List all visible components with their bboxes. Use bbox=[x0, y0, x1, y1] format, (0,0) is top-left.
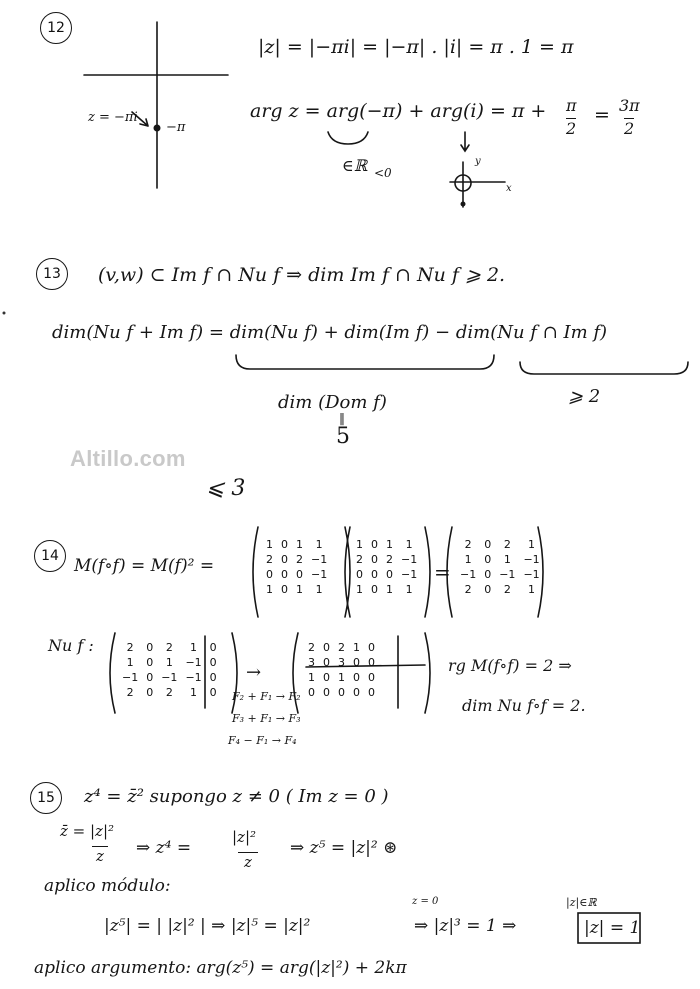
dim-domain: dim (Dom f) bbox=[278, 392, 387, 413]
row-reduce-arrow: → bbox=[246, 662, 262, 683]
matrix-square-label: M(f∘f) = M(f)² = bbox=[74, 556, 215, 576]
conjugate-num: z̄ = |z|² bbox=[60, 822, 115, 840]
matrix-1: 1 0 1 1 2 0 2 −1 0 0 0 −1 1 0 1 1 bbox=[266, 538, 328, 596]
z-nonzero-note: z = 0 bbox=[412, 896, 439, 907]
dimension-formula: dim(Nu f + Im f) = dim(Nu f) + dim(Im f) − dim(Nu f ∩ Im f) bbox=[52, 322, 608, 343]
brace-dim-dom bbox=[236, 355, 494, 369]
fraction-1-den: 2 bbox=[566, 119, 577, 138]
step2-left: ⇒ z⁴ = bbox=[136, 838, 192, 858]
negative-subscript: <0 bbox=[374, 166, 392, 180]
watermark: Altillo.com bbox=[70, 446, 186, 471]
row-op-1: F₂ + F₁ → F₂ bbox=[232, 690, 301, 703]
small-axis-x: x bbox=[506, 183, 512, 194]
matrix-result: 2 0 2 1 1 0 1 −1 −1 0 −1 −1 2 0 2 1 bbox=[460, 538, 540, 596]
matrix-equals: = bbox=[434, 560, 451, 584]
apply-argument: aplico argumento: arg(z⁵) = arg(|z|²) + 2kπ bbox=[34, 958, 407, 978]
brace-intersection bbox=[520, 362, 688, 374]
augmented-matrix-1: 2 0 2 1 0 1 0 1 −1 0 −1 0 −1 −1 0 2 0 2 1 0 bbox=[122, 641, 217, 699]
in-negative-reals: ∈ℝ bbox=[342, 156, 368, 175]
kernel-dim-line: dim Nu f∘f = 2. bbox=[462, 696, 586, 715]
fraction-1-num: π bbox=[566, 96, 577, 115]
leq-three: ⩽ 3 bbox=[206, 476, 246, 501]
matrix-2: 1 0 1 1 2 0 2 −1 0 0 0 −1 1 0 1 1 bbox=[356, 538, 418, 596]
step2-right: ⇒ z⁵ = |z|² ⊛ bbox=[290, 838, 398, 858]
plot-z-label: z = −πi bbox=[88, 110, 138, 125]
step2-den: z bbox=[238, 852, 258, 871]
argument-line: arg z = arg(−π) + arg(i) = π + bbox=[250, 100, 547, 122]
small-axis-y: y bbox=[475, 156, 481, 167]
apply-modulus: aplico módulo: bbox=[44, 876, 171, 896]
five: 5 bbox=[336, 424, 350, 449]
fraction-2-den: 2 bbox=[624, 119, 635, 138]
modulus-chain: |z⁵| = | |z|² | ⇒ |z|⁵ = |z|² bbox=[104, 916, 311, 936]
exercise-number-14: 14 bbox=[34, 540, 66, 572]
nucleus-label: Nu f : bbox=[48, 636, 94, 655]
fraction-2-num: 3π bbox=[619, 96, 640, 115]
rank-line: rg M(f∘f) = 2 ⇒ bbox=[448, 656, 572, 675]
point-marker bbox=[154, 125, 161, 132]
exercise-number-15: 15 bbox=[30, 782, 62, 814]
equal-mark: ‖ bbox=[339, 411, 345, 425]
geq-two: ⩾ 2 bbox=[568, 386, 601, 407]
row-op-3: F₄ − F₁ → F₄ bbox=[228, 734, 297, 747]
underbrace-arg bbox=[328, 132, 368, 144]
equation-line: z⁴ = z̄² supongo z ≠ 0 ( Im z = 0 ) bbox=[84, 786, 389, 807]
inclusion-line: (v,w) ⊂ Im f ∩ Nu f ⇒ dim Im f ∩ Nu f ⩾ 2. bbox=[98, 264, 506, 286]
conjugate-den: z bbox=[92, 846, 108, 865]
exercise-number-12: 12 bbox=[40, 12, 72, 44]
plot-pi-label: −π bbox=[166, 120, 186, 135]
exercise-number-13: 13 bbox=[36, 258, 68, 290]
row-op-2: F₃ + F₁ → F₃ bbox=[232, 712, 301, 725]
cube-line: ⇒ |z|³ = 1 ⇒ bbox=[414, 916, 517, 936]
augmented-matrix-2: 2 0 2 1 0 3 0 3 0 0 1 0 1 0 0 0 0 0 0 0 bbox=[308, 641, 375, 699]
real-note: |z|∈ℝ bbox=[566, 896, 597, 909]
modulus-line: |z| = |−πi| = |−π| . |i| = π . 1 = π bbox=[258, 36, 574, 58]
down-arrow bbox=[461, 132, 469, 151]
boxed-answer: |z| = 1 bbox=[584, 918, 641, 938]
equals-sign: = bbox=[594, 104, 610, 126]
step2-num: |z|² bbox=[232, 828, 257, 846]
